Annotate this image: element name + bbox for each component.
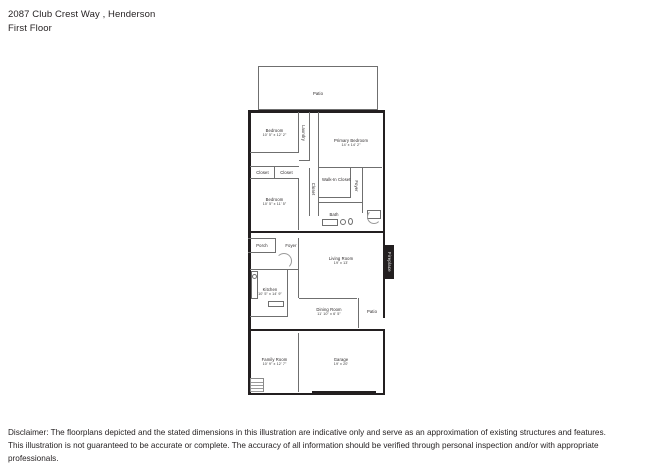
garage-door (312, 391, 376, 395)
wall-mid-bottom (248, 329, 385, 332)
room-label-closet-c: Closet (311, 182, 316, 196)
door-arc-linen (367, 210, 381, 224)
room-label-garage: Garage 19' x 20' (333, 357, 349, 367)
room-label-closet-a: Closet (256, 170, 269, 175)
room-label-porch: Porch (256, 243, 268, 248)
room-label-dining-room: Dining Room 11' 10" x 6' 5" (316, 307, 342, 317)
stairs (250, 378, 264, 392)
wall-primary-left (318, 112, 319, 168)
wall-porch-bottom (248, 252, 276, 253)
room-label-family-room: Family Room 10' 9" x 12' 7" (261, 357, 288, 367)
disclaimer-line-1: Disclaimer: The floorplans depicted and the stated dimensions in this illustration are indicative only and serve as an approximation of existing structures and features. (8, 428, 606, 437)
disclaimer (8, 426, 608, 465)
wall-walkin-right (350, 168, 351, 198)
wall-living-left (298, 238, 299, 298)
room-label-bedroom-1: Bedroom 10' 5" x 12' 2" (262, 128, 287, 138)
room-label-foyer-upper: Foyer (354, 180, 359, 192)
room-label-laundry: Laundry (301, 125, 306, 141)
kitchen-island (268, 301, 284, 307)
wall-kitchen-top (250, 269, 299, 270)
patio-wall-left (258, 66, 259, 110)
room-label-bath: Bath (329, 212, 339, 217)
wall-kitchen-bottom (250, 316, 288, 317)
wall-upper-left (248, 110, 251, 233)
wall-dining-top (299, 298, 357, 299)
page-header (8, 8, 408, 36)
wall-patio2-left (358, 298, 359, 328)
wall-bedroom2-right (298, 178, 299, 230)
property-address: 2087 Club Crest Way , Henderson (8, 9, 156, 20)
room-label-patio-lower: Patio (366, 309, 378, 314)
room-label-kitchen: Kitchen 10' 5" x 14' 9" (258, 287, 282, 297)
room-label-patio-upper: Patio (312, 91, 324, 96)
wall-walkin-bottom (319, 197, 350, 198)
wall-closet-vert-right (318, 168, 319, 216)
floorplan-diagram (240, 60, 415, 405)
floor-label: First Floor (8, 23, 52, 34)
wall-upper-bottom (248, 231, 385, 234)
wall-bath-top (319, 202, 362, 203)
door-arc-entry (276, 253, 292, 269)
wall-laundry-bottom (299, 160, 310, 161)
room-label-walk-in-closet: Walk-In Closet (322, 177, 351, 182)
wall-upper-right (383, 110, 386, 233)
wall-bedroom1-right (298, 112, 299, 152)
wall-family-right (298, 333, 299, 392)
wall-porch-right (275, 238, 276, 252)
wall-bedroom1-bottom (250, 152, 299, 153)
sink-fixture (340, 219, 346, 225)
disclaimer-line-2: This illustration is not guaranteed to be accurate or complete. The accuracy of all information should be verified through personal inspection and/or with appropriate professionals. (8, 441, 599, 463)
wall-low-right (383, 331, 386, 395)
bathtub-fixture (322, 219, 338, 226)
patio-wall-right (377, 66, 378, 110)
wall-upper-top (248, 110, 385, 113)
room-label-bedroom-2: Bedroom 10' 5" x 11' 5" (262, 197, 287, 207)
wall-hall-right (362, 168, 363, 213)
room-label-living-room: Living Room 19' x 13' (328, 256, 354, 266)
fireplace-marker: Fireplace (385, 245, 394, 279)
room-label-primary-bedroom: Primary Bedroom 14' x 14' 2" (333, 138, 369, 148)
room-label-closet-b: Closet (280, 170, 293, 175)
wall-closet-div (274, 166, 275, 178)
room-label-foyer: Foyer (285, 243, 297, 248)
wall-closet-row-bottom (250, 178, 299, 179)
patio-wall-top (258, 66, 378, 67)
wall-porch-top (248, 238, 276, 239)
kitchen-sink-fixture (252, 274, 257, 279)
wall-laundry-right (309, 112, 310, 160)
toilet-fixture (348, 218, 353, 225)
